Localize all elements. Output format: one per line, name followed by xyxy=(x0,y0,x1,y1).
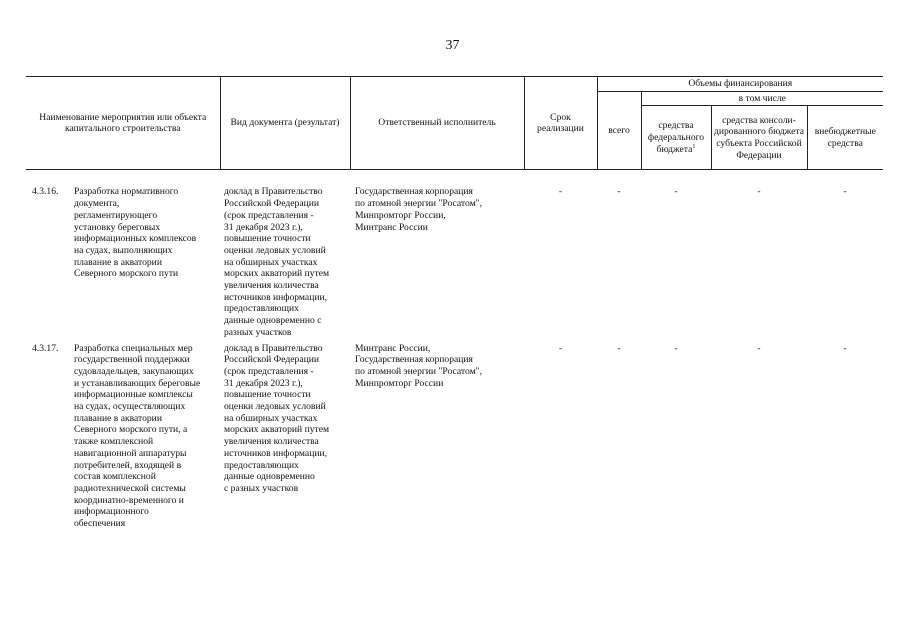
header-including: в том числе xyxy=(641,91,883,106)
header-total: всего xyxy=(597,91,641,170)
header-financing: Объемы финансирования xyxy=(597,77,883,92)
header-federal: средства федерального бюджета$^1$ xyxy=(641,106,711,170)
row-name: Разработка нормативного документа, регламентирующего установку береговых информационных комплексов на судах, выполняющих плавание в акватории Северного морского пути xyxy=(74,186,197,280)
row-consolidated: - xyxy=(757,342,761,354)
row-document: доклад в Правительство Российской Федерации (срок представления - 31 декабря 2023 г.), повышение точности оценки ледовых условий на обширных участках морских акваторий путем увеличения количества источников информации, предоставляющих данные одновременно с разных участков xyxy=(224,186,330,338)
row-number: 4.3.17. xyxy=(32,342,59,354)
row-total: - xyxy=(617,342,621,354)
row-federal: - xyxy=(674,342,678,354)
header-name: Наименование мероприятия или объекта капитального строительства xyxy=(26,77,220,170)
header-term: Срок реализации xyxy=(524,77,597,170)
page-number: 37 xyxy=(445,38,460,53)
header-consolidated: средства консоли- дированного бюджета субъекта Российской Федерации xyxy=(711,106,807,170)
header-extrabudget: внебюджетные средства xyxy=(807,106,883,170)
table-row xyxy=(26,339,883,530)
row-number: 4.3.16. xyxy=(32,186,59,198)
header-document: Вид документа (результат) xyxy=(220,77,350,170)
row-consolidated: - xyxy=(757,186,761,198)
table-row xyxy=(26,170,883,339)
footnote-marker: 1 xyxy=(692,143,696,150)
row-term: - xyxy=(558,342,563,354)
row-term: - xyxy=(558,186,563,198)
row-federal: - xyxy=(674,186,678,198)
row-extrabudget: - xyxy=(843,342,847,354)
row-responsible: Минтранс России, Государственная корпорация по атомной энергии "Росатом", Минпромторг России xyxy=(355,342,482,389)
row-name: Разработка специальных мер государственной поддержки судовладельцев, закупающих и устанавливающих береговые информационные комплексы на судах, осуществляющих плавание в акватории Северного морского пути, а также комплексной навигационной аппаратуры потребителей, входящей в состав комплексной радиотехнической системы координатно-временного и информационного обеспечения xyxy=(74,342,201,530)
row-responsible: Государственная корпорация по атомной энергии "Росатом", Минпромторг России, Минтранс России xyxy=(355,186,482,233)
header-responsible: Ответственный исполнитель xyxy=(350,77,524,170)
measures-table xyxy=(26,76,883,530)
row-total: - xyxy=(617,186,621,198)
row-document: доклад в Правительство Российской Федерации (срок представления - 31 декабря 2023 г.), повышение точности оценки ледовых условий на обширных участках морских акваторий путем увеличения количества источников информации, предоставляющих данные одновременно с разных участков xyxy=(224,342,330,494)
row-extrabudget: - xyxy=(843,186,847,198)
